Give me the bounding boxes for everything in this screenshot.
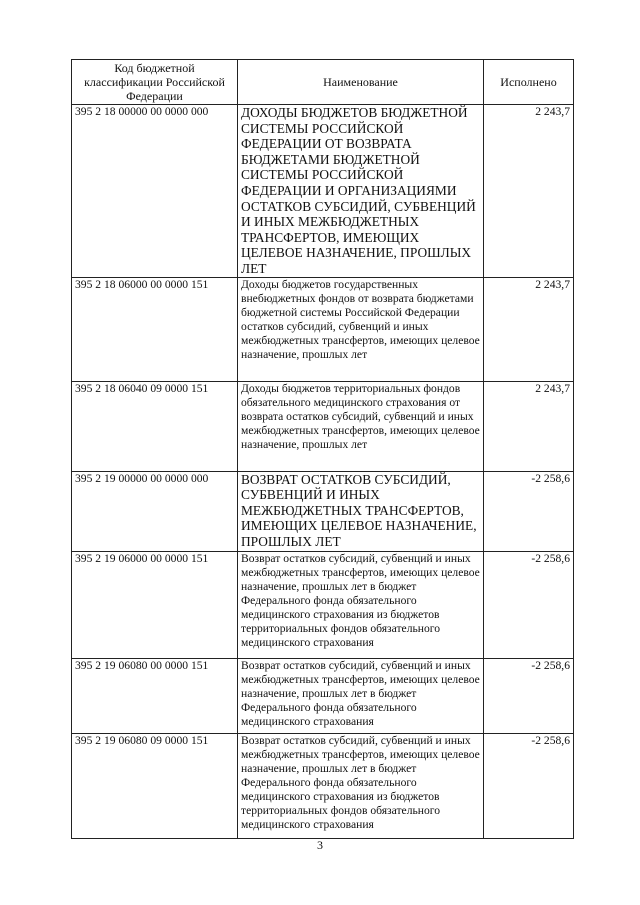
header-value: Исполнено [484,60,574,105]
table-row [72,277,574,381]
row-name: ВОЗВРАТ ОСТАТКОВ СУБСИДИЙ, СУБВЕНЦИЙ И ИНЫХ МЕЖБЮДЖЕТНЫХ ТРАНСФЕРТОВ, ИМЕЮЩИХ ЦЕЛЕВОЕ НАЗНАЧЕНИЕ, ПРОШЛЫХ ЛЕТ [238,471,484,551]
table-row [72,471,574,551]
header-name: Наименование [238,60,484,105]
row-code: 395 2 18 06000 00 0000 151 [72,277,238,381]
row-name: Доходы бюджетов государственных внебюджетных фондов от возврата бюджетами бюджетной системы Российской Федерации остатков субсидий, субвенций и иных межбюджетных трансфертов, имеющих целевое назначение, прошлых лет [238,277,484,381]
budget-table [71,59,574,839]
row-code: 395 2 19 06080 09 0000 151 [72,733,238,838]
row-name: Доходы бюджетов территориальных фондов обязательного медицинского страхования от возврата остатков субсидий, субвенций и иных межбюджетных трансфертов, имеющих целевое назначение, прошлых лет [238,381,484,471]
row-name: ДОХОДЫ БЮДЖЕТОВ БЮДЖЕТНОЙ СИСТЕМЫ РОССИЙСКОЙ ФЕДЕРАЦИИ ОТ ВОЗВРАТА БЮДЖЕТАМИ БЮДЖЕТНОЙ СИСТЕМЫ РОССИЙСКОЙ ФЕДЕРАЦИИ И ОРГАНИЗАЦИЯМИ ОСТАТКОВ СУБСИДИЙ, СУБВЕНЦИЙ И ИНЫХ МЕЖБЮДЖЕТНЫХ ТРАНСФЕРТОВ, ИМЕЮЩИХ ЦЕЛЕВОЕ НАЗНАЧЕНИЕ, ПРОШЛЫХ ЛЕТ [238,105,484,278]
row-code: 395 2 19 00000 00 0000 000 [72,471,238,551]
row-code: 395 2 18 06040 09 0000 151 [72,381,238,471]
row-code: 395 2 19 06080 00 0000 151 [72,658,238,733]
table-row [72,381,574,471]
table-header-row [72,60,574,105]
table-row [72,658,574,733]
table-row [72,551,574,658]
table-row [72,105,574,278]
page-number: 3 [317,838,323,852]
row-value: -2 258,6 [484,733,574,838]
table-row [72,733,574,838]
row-name: Возврат остатков субсидий, субвенций и иных межбюджетных трансфертов, имеющих целевое назначение, прошлых лет в бюджет Федерального фонда обязательного медицинского страхования из бюджетов территориальных фондов обязательного медицинского страхования [238,551,484,658]
row-value: 2 243,7 [484,381,574,471]
row-value: -2 258,6 [484,471,574,551]
header-code: Код бюджетной классификации Российской Федерации [72,60,238,105]
row-value: -2 258,6 [484,551,574,658]
row-value: -2 258,6 [484,658,574,733]
row-value: 2 243,7 [484,105,574,278]
row-code: 395 2 19 06000 00 0000 151 [72,551,238,658]
row-code: 395 2 18 00000 00 0000 000 [72,105,238,278]
row-name: Возврат остатков субсидий, субвенций и иных межбюджетных трансфертов, имеющих целевое назначение, прошлых лет в бюджет Федерального фонда обязательного медицинского страхования из бюджетов территориальных фондов обязательного медицинского страхования [238,733,484,838]
row-value: 2 243,7 [484,277,574,381]
row-name: Возврат остатков субсидий, субвенций и иных межбюджетных трансфертов, имеющих целевое назначение, прошлых лет в бюджет Федерального фонда обязательного медицинского страхования [238,658,484,733]
